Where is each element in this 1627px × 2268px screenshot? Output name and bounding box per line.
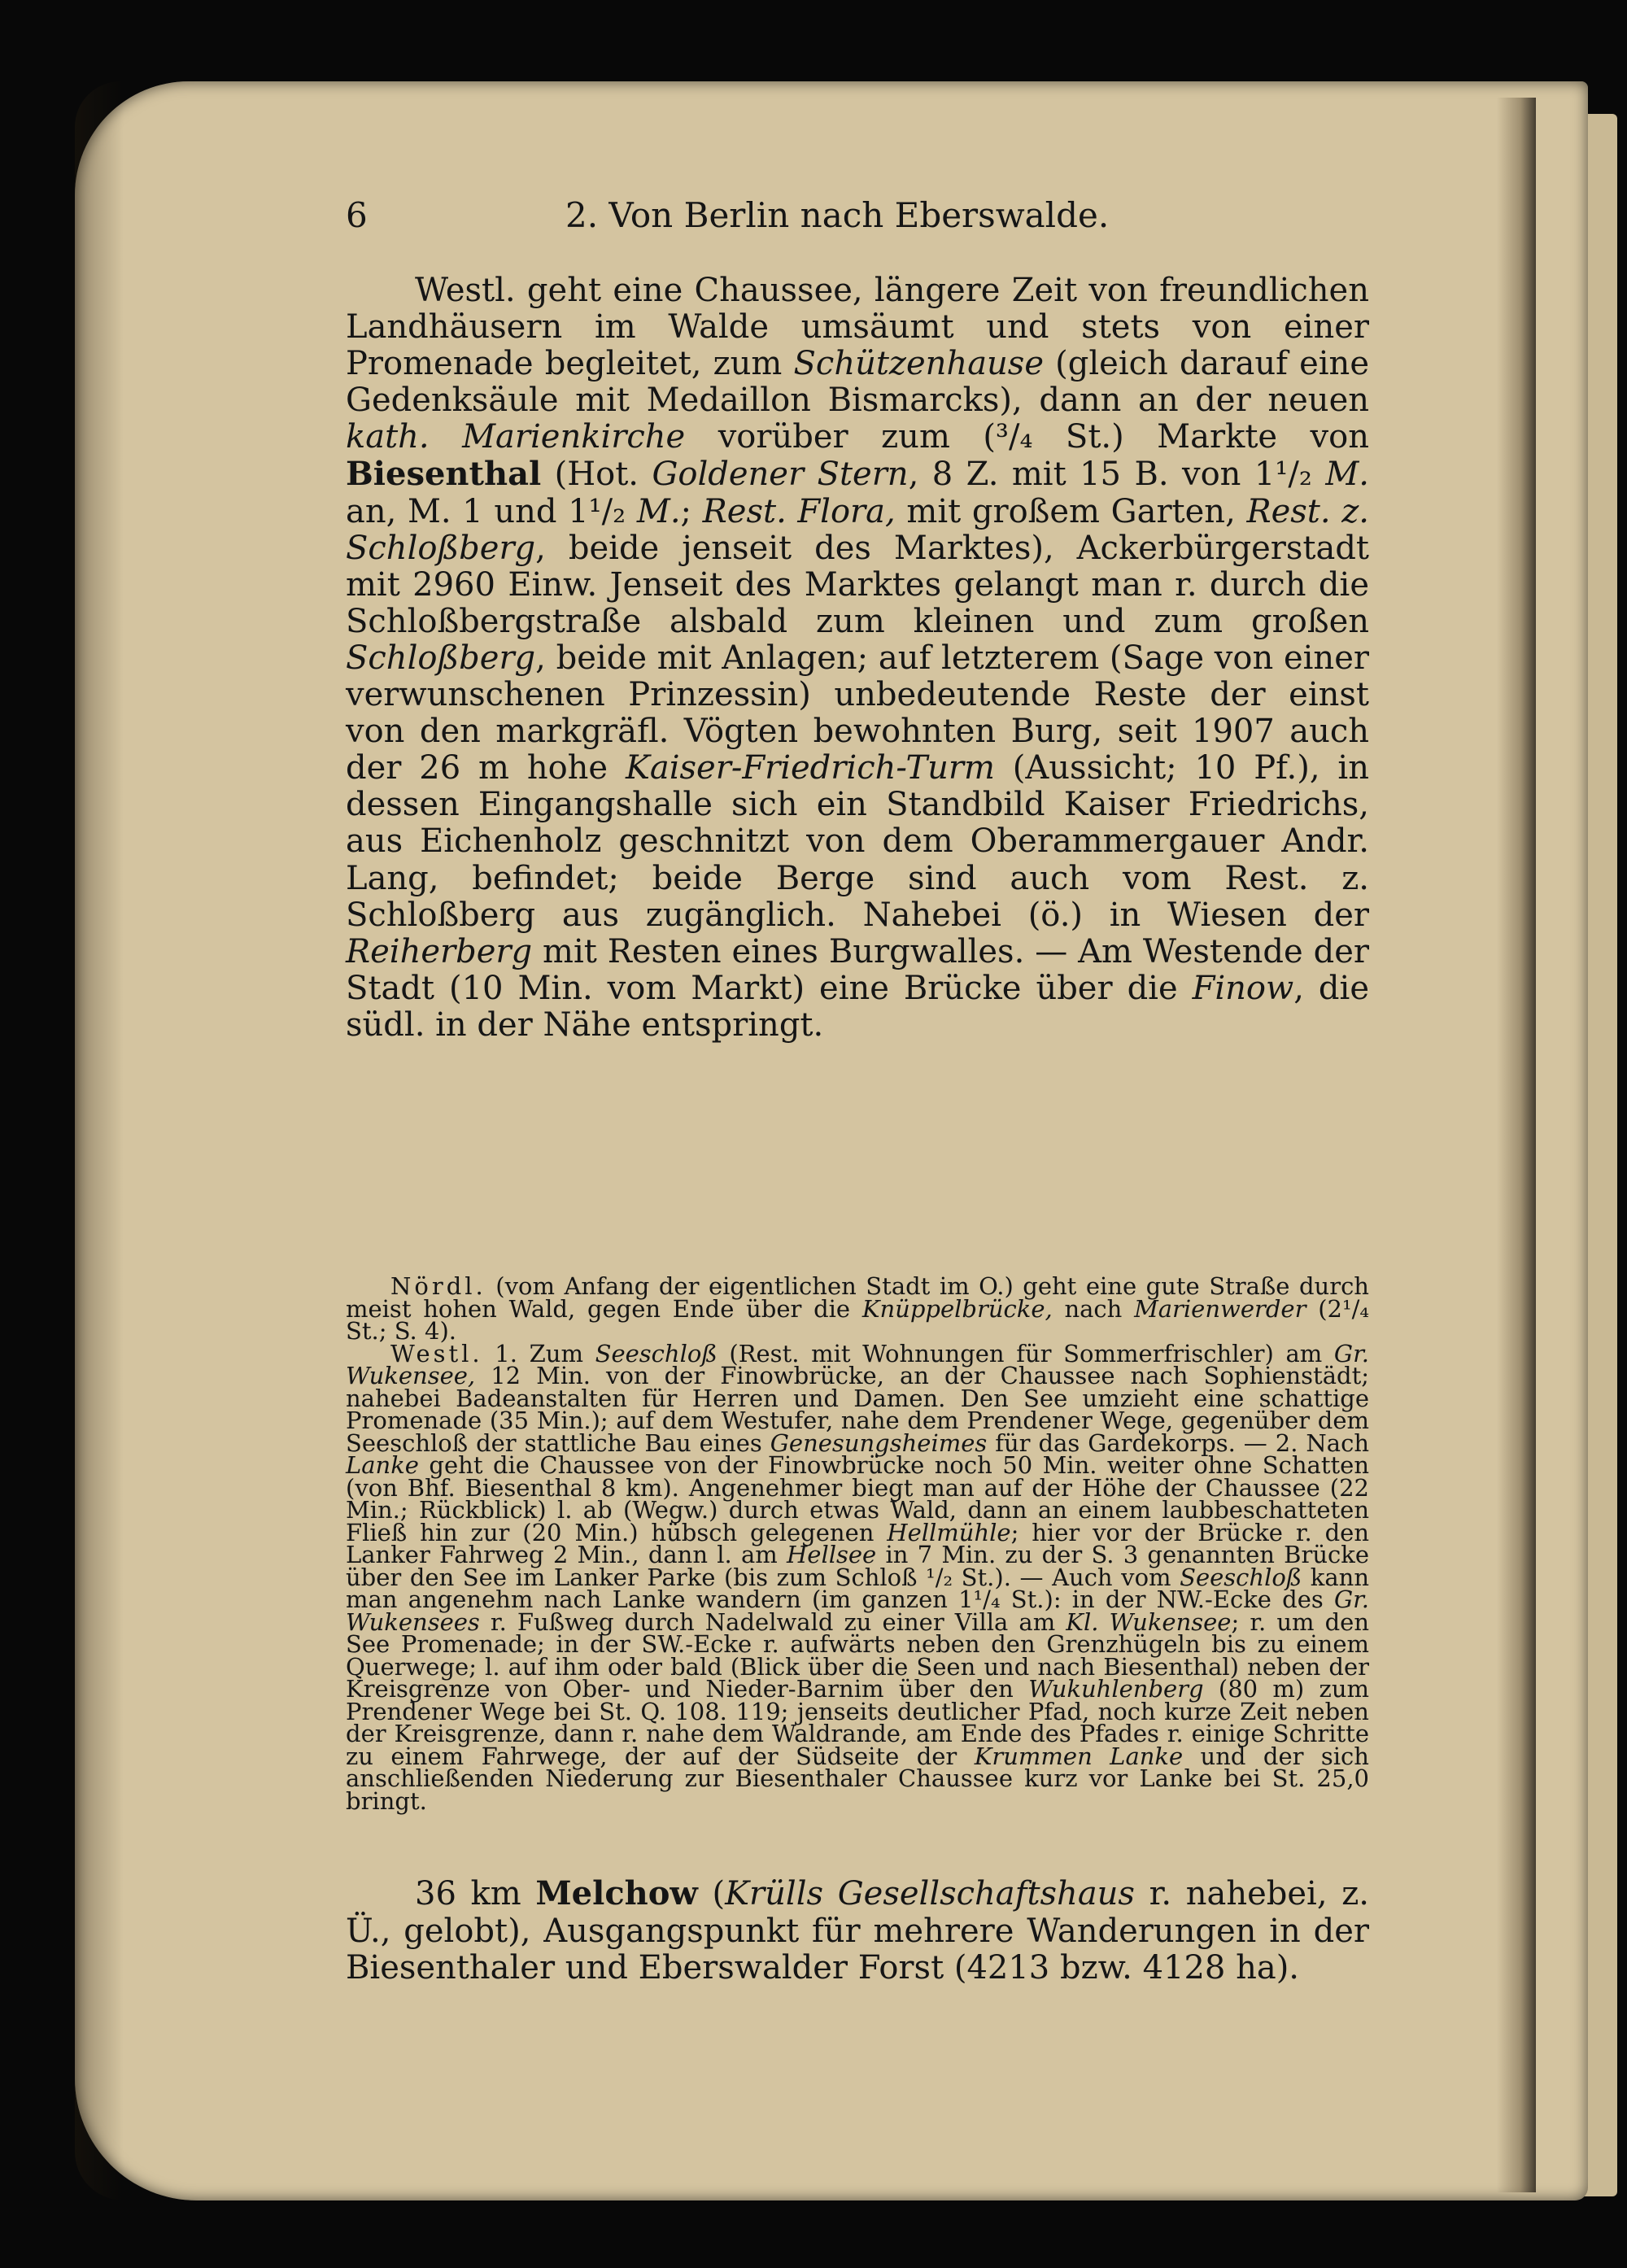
place-reiherberg: Reiherberg [346,932,533,970]
melchow-paragraph: 36 km Melchow (Krülls Gesellschaftshaus r. nahebei, z. Ü., gelobt), Ausgangspunkt für mehrere Wanderungen in der Biesenthaler und Eberswalder Forst (4213 bzw. 4128 ha). [346,1874,1369,1987]
page-number: 6 [346,195,368,235]
kruells-gesellschaftshaus: Krülls Gesellschaftshaus [725,1875,1135,1913]
main-paragraph [346,273,1369,1044]
place-biesenthal: Biesenthal [346,455,542,494]
running-head: 2. Von Berlin nach Eberswalde. [565,195,1110,235]
hotel-goldener-stern: Goldener Stern [652,456,909,494]
rest-schlossberg: Rest. z. Schloßberg [346,492,1370,567]
place-schuetzenhaus: Schützenhause [793,345,1044,383]
place-marienkirche: kath. Marienkirche [346,418,686,456]
biesenthal-paragraph: Westl. geht eine Chaussee, längere Zeit von freundlichen Landhäusern im Walde umsäumt und stets von einer Promenade begleitet, zum Schützenhause (gleich darauf eine Gedenksäule mit Medaillon Bismarcks), dann an der neuen kath. Marienkirche vorüber zum (³/₄ St.) Markte von Biesenthal (Hot. Goldener Stern, 8 Z. mit 15 B. von 1¹/₂ M. an, M. 1 und 1¹/₂ M.; Rest. Flora, mit großem Garten, Rest. z. Schloßberg, beide jenseit des Marktes), Ackerbürgerstadt mit 2960 Einw. Jenseit des Marktes gelangt man r. durch die Schloßbergstraße alsbald zum kleinen und zum großen Schloßberg, beide mit Anlagen; auf letzterem (Sage von einer verwunschenen Prinzessin) unbedeutende Reste der einst von den markgräfl. Vögten bewohnten Burg, seit 1907 auch der 26 m hohe Kaiser-Friedrich-Turm (Aussicht; 10 Pf.), in dessen Eingangshalle sich ein Standbild Kaiser Friedrichs, aus Eichenholz geschnitzt von dem Oberammergauer Andr. Lang, befindet; beide Berge sind auch vom Rest. z. Schloßberg aus zugänglich. Nahebei (ö.) in Wiesen der Reiherberg mit Resten eines Burgwalles. — Am Westende der Stadt (10 Min. vom Markt) eine Brücke über die Finow, die südl. in der Nähe entspringt. [346,272,1370,1044]
small-print-block [346,1272,1370,1815]
rest-flora: Rest. Flora, [702,492,896,530]
place-schlossberg: Schloßberg [346,639,536,677]
page-edge-shadow [1497,98,1536,2192]
small-paragraph-westl: Westl. 1. Zum Seeschloß (Rest. mit Wohnungen für Sommerfrischler) am Gr. Wukensee, 12 Min. von der Finowbrücke, an der Chaussee nach Sophienstädt; nahebei Badeanstalten für Herren und Damen. Den See umzieht eine schattige Promenade (35 Min.); auf dem Westufer, nahe dem Prendener Wege, gegenüber dem Seeschloß der stattliche Bau eines Genesungsheimes für das Gardekorps. — 2. Nach Lanke geht die Chaussee von der Finowbrücke noch 50 Min. weiter ohne Schatten (von Bhf. Biesenthal 8 km). Angenehmer biegt man auf der Höhe der Chaussee (22 Min.; Rückblick) l. ab (Wegw.) durch etwas Wald, dann an einem laubbeschatteten Fließ hin zur (20 Min.) hübsch gelegenen Hellmühle; hier vor der Brücke r. den Lanker Fahrweg 2 Min., dann l. am Hellsee in 7 Min. zu der S. 3 genannten Brücke über den See im Lanker Parke (bis zum Schloß ¹/₂ St.). — Auch vom Seeschloß kann man angenehm nach Lanke wandern (im ganzen 1¹/₄ St.): in der NW.-Ecke des Gr. Wukensees r. Fußweg durch Nadelwald zu einer Villa am Kl. Wukensee; r. um den See Promenade; in der SW.-Ecke r. aufwärts neben den Grenzhügeln bis zu einem Querwege; l. auf ihm oder bald (Blick über die Seen und nach Biesenthal) neben der Kreisgrenze von Ober- und Nieder-Barnim über den Wukuhlenberg (80 m) zum Prendener Wege bei St. Q. 108. 119; jenseits deutlicher Pfad, noch kurze Zeit neben der Kreisgrenze, dann r. nahe dem Waldrande, am Ende des Pfades r. einige Schritte zu einem Fahrwege, der auf der Südseite der Krummen Lanke und der sich anschließenden Niederung zur Biesenthaler Chaussee kurz vor Lanke bei St. 25,0 bringt. [346,1339,1370,1815]
place-melchow: Melchow [535,1874,698,1913]
river-finow: Finow [1192,969,1294,1007]
small-paragraph-noerdl: Nördl. (vom Anfang der eigentlichen Stadt im O.) geht eine gute Straße durch meist hohen Wald, gegen Ende über die Knüppelbrücke, nach Marienwerder (2¹/₄ St.; S. 4). [346,1272,1369,1345]
kaiser-friedrich-turm: Kaiser-Friedrich-Turm [625,749,995,787]
page-curl-shadow [75,81,124,2200]
page-header [346,185,1369,242]
